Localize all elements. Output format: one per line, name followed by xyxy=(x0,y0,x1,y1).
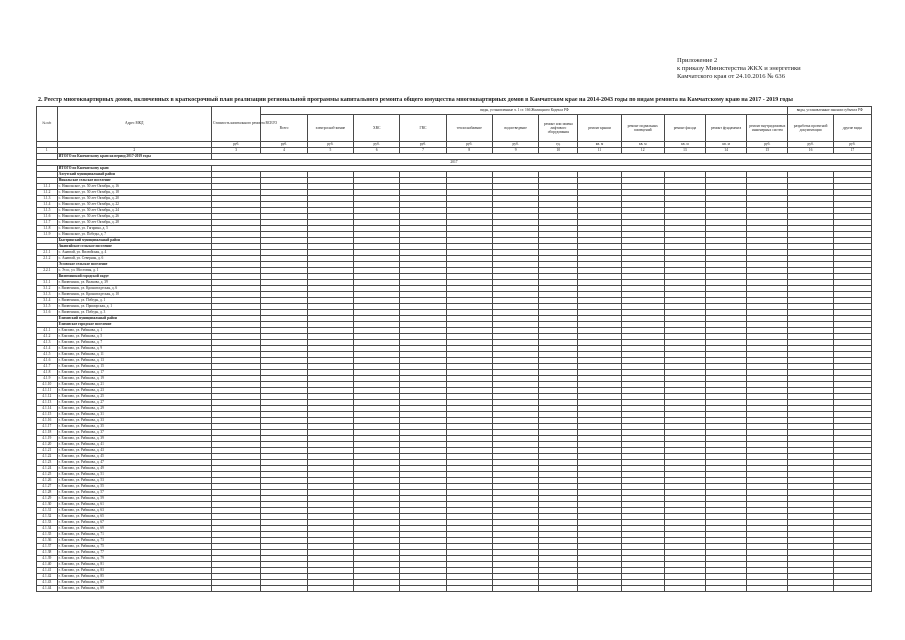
row-address: г. Елизово, ул. Рябикова, д. 25 xyxy=(57,394,211,400)
table-cell xyxy=(578,586,621,592)
unit-cell: руб. xyxy=(261,142,307,148)
column-number-cell: 17 xyxy=(833,148,871,154)
row-number: 4.1.9 xyxy=(37,376,58,382)
row-address: г. Елизово, ул. Рябикова, д. 69 xyxy=(57,526,211,532)
row-number: 1.1.8 xyxy=(37,226,58,232)
section-label: Елизовский муниципальный район xyxy=(57,316,211,322)
column-header-number: № п/п xyxy=(37,107,58,142)
column-number-cell: 6 xyxy=(354,148,400,154)
row-number: 4.1.17 xyxy=(37,424,58,430)
row-address: г. Елизово, ул. Рябикова, д. 27 xyxy=(57,400,211,406)
row-number: 1.1.4 xyxy=(37,202,58,208)
column-number-cell: 7 xyxy=(400,148,446,154)
row-number: 4.1.34 xyxy=(37,526,58,532)
row-address: г. Елизово, ул. Рябикова, д. 41 xyxy=(57,442,211,448)
register-body xyxy=(37,154,872,592)
row-address: с. Никольское, ул. 50 лет Октября, д. 18 xyxy=(57,190,211,196)
table-cell xyxy=(539,586,578,592)
row-address: с. Анавгай, ул. Северная, д. 6 xyxy=(57,256,211,262)
row-number: 4.1.25 xyxy=(37,472,58,478)
table-row xyxy=(37,586,872,592)
row-number: 1.1.2 xyxy=(37,190,58,196)
row-number: 3.1.5 xyxy=(37,304,58,310)
table-cell xyxy=(354,586,400,592)
row-address: г. Елизово, ул. Рябикова, д. 65 xyxy=(57,514,211,520)
row-address: г. Елизово, ул. Рябикова, д. 7 xyxy=(57,340,211,346)
row-number: 4.1.35 xyxy=(37,532,58,538)
row-address: с. Никольское, ул. 50 лет Октября, д. 24 xyxy=(57,208,211,214)
row-number: 4.1.26 xyxy=(37,478,58,484)
table-cell xyxy=(747,586,788,592)
table-cell xyxy=(664,586,705,592)
section-label: Эссовское сельское поселение xyxy=(57,262,211,268)
row-number: 4.1.13 xyxy=(37,400,58,406)
row-address: г. Вилючинск, ул. Победы, д. 1 xyxy=(57,298,211,304)
row-number: 4.1.5 xyxy=(37,352,58,358)
unit-cell: кв. м xyxy=(621,142,664,148)
row-address: г. Вилючинск, ул. Кронштадтская, д. 10 xyxy=(57,292,211,298)
row-number: 3.1.4 xyxy=(37,298,58,304)
column-group-additional: виды, установленные законом субъекта РФ xyxy=(788,107,872,115)
column-number-cell: 15 xyxy=(747,148,788,154)
row-address: г. Елизово, ул. Рябикова, д. 49 xyxy=(57,466,211,472)
row-address: г. Елизово, ул. Рябикова, д. 63 xyxy=(57,508,211,514)
row-number: 4.1.8 xyxy=(37,370,58,376)
column-number-cell: 3 xyxy=(211,148,260,154)
row-number: 4.1.4 xyxy=(37,346,58,352)
row-number: 4.1.38 xyxy=(37,550,58,556)
row-address: г. Елизово, ул. Рябикова, д. 17 xyxy=(57,370,211,376)
row-number: 4.1.6 xyxy=(37,358,58,364)
row-number: 4.1.37 xyxy=(37,544,58,550)
row-address: г. Елизово, ул. Рябикова, д. 53 xyxy=(57,478,211,484)
table-cell xyxy=(788,586,833,592)
row-number: 4.1.10 xyxy=(37,382,58,388)
unit-cell: кв. м xyxy=(578,142,621,148)
unit-cell: руб. xyxy=(492,142,538,148)
row-number: 4.1.22 xyxy=(37,454,58,460)
column-header-elevator: ремонт или замена лифтового оборудования xyxy=(539,115,578,142)
appendix-line: Камчатского края от 24.10.2016 № 636 xyxy=(677,73,786,81)
row-address: г. Елизово, ул. Рябикова, д. 59 xyxy=(57,496,211,502)
row-address: г. Елизово, ул. Рябикова, д. 43 xyxy=(57,448,211,454)
row-number: 4.1.31 xyxy=(37,508,58,514)
year-total-label: ИТОГО по Камчатскому краю xyxy=(57,166,211,172)
appendix-line: к приказу Министерства ЖКХ и энергетики xyxy=(677,65,801,73)
row-number: 1.1.3 xyxy=(37,196,58,202)
table-cell xyxy=(492,586,538,592)
row-number: 4.1.33 xyxy=(37,520,58,526)
column-number-cell: 4 xyxy=(261,148,307,154)
row-address: г. Елизово, ул. Рябикова, д. 85 xyxy=(57,574,211,580)
row-address: с. Никольское, ул. 50 лет Октября, д. 20 xyxy=(57,196,211,202)
section-label: Быстринский муниципальный район xyxy=(57,238,211,244)
row-number: 4.1.11 xyxy=(37,388,58,394)
row-number: 4.1.42 xyxy=(37,574,58,580)
row-address: г. Елизово, ул. Рябикова, д. 61 xyxy=(57,502,211,508)
row-number: 4.1.24 xyxy=(37,466,58,472)
row-address: г. Елизово, ул. Рябикова, д. 23 xyxy=(57,388,211,394)
grand-total-label: ИТОГО по Камчатскому краю на период 2017-2019 годы xyxy=(57,154,211,160)
row-address: г. Вилючинск, ул. Победы, д. 3 xyxy=(57,310,211,316)
row-number: 4.1.30 xyxy=(37,502,58,508)
row-number: 1.1.6 xyxy=(37,214,58,220)
column-header-address: Адрес МКД xyxy=(57,107,211,142)
table-cell xyxy=(400,586,446,592)
year-label: 2017 xyxy=(37,160,872,166)
section-label: Елизовское городское поселение xyxy=(57,322,211,328)
row-number: 4.1.41 xyxy=(37,568,58,574)
row-number: 4.1.21 xyxy=(37,448,58,454)
row-address: г. Елизово, ул. Рябикова, д. 13 xyxy=(57,358,211,364)
row-address: г. Елизово, ул. Рябикова, д. 21 xyxy=(57,382,211,388)
column-header-design: разработка проектной документации xyxy=(788,115,833,142)
unit-cell: кв. м xyxy=(664,142,705,148)
row-address: с. Никольское, ул. 50 лет Октября, д. 22 xyxy=(57,202,211,208)
row-number: 4.1.1 xyxy=(37,328,58,334)
column-header-electric: электроснаб-жение xyxy=(307,115,353,142)
row-address: г. Елизово, ул. Рябикова, д. 81 xyxy=(57,562,211,568)
row-address: г. Вилючинск, ул. Приморская, д. 1 xyxy=(57,304,211,310)
row-number: 4.1.20 xyxy=(37,442,58,448)
column-group-main: виды, установленные ч. 1 ст. 166 Жилищного Кодекса РФ xyxy=(261,107,788,115)
row-address: г. Елизово, ул. Рябикова, д. 1 xyxy=(57,328,211,334)
row-address: г. Елизово, ул. Рябикова, д. 67 xyxy=(57,520,211,526)
column-number-cell: 1 xyxy=(37,148,58,154)
column-number-cell: 10 xyxy=(539,148,578,154)
appendix-note xyxy=(677,57,867,82)
unit-cell: руб. xyxy=(446,142,492,148)
column-number-cell: 8 xyxy=(446,148,492,154)
unit-cell: руб. xyxy=(354,142,400,148)
row-number: 4.1.19 xyxy=(37,436,58,442)
row-address: с. Никольское, ул. Победы, д. 7 xyxy=(57,232,211,238)
row-address: г. Елизово, ул. Рябикова, д. 45 xyxy=(57,454,211,460)
row-address: г. Елизово, ул. Рябикова, д. 35 xyxy=(57,424,211,430)
row-number: 1.1.5 xyxy=(37,208,58,214)
column-header-sewer: водоотведение xyxy=(492,115,538,142)
row-address: с. Никольское, ул. 50 лет Октября, д. 28 xyxy=(57,220,211,226)
row-address: г. Елизово, ул. Рябикова, д. 55 xyxy=(57,484,211,490)
row-address: с. Никольское, ул. 50 лет Октября, д. 16 xyxy=(57,184,211,190)
register-header xyxy=(37,107,872,154)
column-header-gvs: ГВС xyxy=(400,115,446,142)
section-label: Анавгайское сельское поселение xyxy=(57,244,211,250)
row-address: г. Елизово, ул. Рябикова, д. 9 xyxy=(57,346,211,352)
row-number: 4.1.40 xyxy=(37,562,58,568)
row-address: г. Елизово, ул. Рябикова, д. 15 xyxy=(57,364,211,370)
row-number: 4.1.12 xyxy=(37,394,58,400)
column-header-heat: теплоснабжение xyxy=(446,115,492,142)
row-address: г. Елизово, ул. Рябикова, д. 37 xyxy=(57,430,211,436)
column-header-engineering: ремонт внутридомовых инженерных систем xyxy=(747,115,788,142)
unit-cell: руб. xyxy=(211,142,260,148)
column-header-other: другие виды xyxy=(833,115,871,142)
column-number-cell: 13 xyxy=(664,148,705,154)
column-header-foundation: ремонт фундамента xyxy=(706,115,747,142)
unit-cell: кв. м xyxy=(706,142,747,148)
row-address: г. Елизово, ул. Рябикова, д. 77 xyxy=(57,550,211,556)
appendix-line: Приложение 2 xyxy=(677,57,718,64)
table-cell xyxy=(621,586,664,592)
row-address: г. Елизово, ул. Рябикова, д. 39 xyxy=(57,436,211,442)
row-address: г. Елизово, ул. Рябикова, д. 29 xyxy=(57,406,211,412)
row-number: 4.1.28 xyxy=(37,490,58,496)
row-number: 2.1.2 xyxy=(37,256,58,262)
table-cell xyxy=(261,586,307,592)
row-number: 3.1.2 xyxy=(37,286,58,292)
unit-cell: ед. xyxy=(539,142,578,148)
column-header-hvs: ХВС xyxy=(354,115,400,142)
row-number: 4.1.43 xyxy=(37,580,58,586)
table-cell xyxy=(446,586,492,592)
row-address: г. Елизово, ул. Рябикова, д. 51 xyxy=(57,472,211,478)
row-number: 3.1.1 xyxy=(37,280,58,286)
row-number: 4.1.36 xyxy=(37,538,58,544)
row-address: г. Елизово, ул. Рябикова, д. 11 xyxy=(57,352,211,358)
row-address: г. Елизово, ул. Рябикова, д. 31 xyxy=(57,412,211,418)
column-number-cell: 9 xyxy=(492,148,538,154)
row-number: 4.1.29 xyxy=(37,496,58,502)
row-number: 2.2.1 xyxy=(37,268,58,274)
column-number-cell: 16 xyxy=(788,148,833,154)
row-address: с. Никольское, ул. Гагарина, д. 5 xyxy=(57,226,211,232)
document-title: 2. Реестр многоквартирных домов, включенных в краткосрочный план реализации региональной программы капитального ремонта общего имущества многоквартирных домов в Камчатском крае на 2014-2043 годы по видам ремонта на Камчатскому краю на 2017 - 2019 годы xyxy=(38,97,793,103)
row-address: г. Елизово, ул. Рябикова, д. 5 xyxy=(57,334,211,340)
row-address: г. Елизово, ул. Рябикова, д. 73 xyxy=(57,538,211,544)
row-number: 1.1.1 xyxy=(37,184,58,190)
table-cell xyxy=(833,586,871,592)
unit-cell: руб. xyxy=(833,142,871,148)
row-address: с. Никольское, ул. 50 лет Октября, д. 26 xyxy=(57,214,211,220)
column-header-facade: ремонт фасада xyxy=(664,115,705,142)
row-address: г. Елизово, ул. Рябикова, д. 79 xyxy=(57,556,211,562)
row-address: г. Елизово, ул. Рябикова, д. 47 xyxy=(57,460,211,466)
column-header-total: Всего xyxy=(261,115,307,142)
row-number: 1.1.7 xyxy=(37,220,58,226)
table-cell xyxy=(307,586,353,592)
row-address: г. Вилючинск, ул. Кронштадтская, д. 6 xyxy=(57,286,211,292)
table-cell xyxy=(706,586,747,592)
row-address: г. Елизово, ул. Рябикова, д. 71 xyxy=(57,532,211,538)
row-number: 4.1.18 xyxy=(37,430,58,436)
table-cell xyxy=(211,586,260,592)
row-number: 4.1.27 xyxy=(37,484,58,490)
row-number: 4.1.23 xyxy=(37,460,58,466)
column-number-cell: 14 xyxy=(706,148,747,154)
row-number: 4.1.44 xyxy=(37,586,58,592)
register-table xyxy=(36,106,872,592)
row-number: 4.1.2 xyxy=(37,334,58,340)
row-number: 4.1.16 xyxy=(37,418,58,424)
row-address: г. Елизово, ул. Рябикова, д. 57 xyxy=(57,490,211,496)
row-number: 1.1.9 xyxy=(37,232,58,238)
unit-cell: руб. xyxy=(747,142,788,148)
row-number: 4.1.14 xyxy=(37,406,58,412)
row-number: 4.1.39 xyxy=(37,556,58,562)
row-address: г. Елизово, ул. Рябикова, д. 33 xyxy=(57,418,211,424)
unit-cell: руб. xyxy=(788,142,833,148)
column-header-roof: ремонт крыши xyxy=(578,115,621,142)
row-address: с. Анавгай, ул. Вилюйская, д. 4 xyxy=(57,250,211,256)
row-address: г. Елизово, ул. Рябикова, д. 19 xyxy=(57,376,211,382)
row-address: г. Елизово, ул. Рябикова, д. 87 xyxy=(57,580,211,586)
section-label: Вилючинский городской округ xyxy=(57,274,211,280)
row-number: 2.1.1 xyxy=(37,250,58,256)
row-address: г. Елизово, ул. Рябикова, д. 89 xyxy=(57,586,211,592)
row-number: 4.1.15 xyxy=(37,412,58,418)
column-number-cell: 2 xyxy=(57,148,211,154)
row-number: 4.1.7 xyxy=(37,364,58,370)
section-label: Алеутский муниципальный район xyxy=(57,172,211,178)
column-header-cost: Стоимость капитального ремонта ВСЕГО xyxy=(211,107,260,142)
column-header-basement: ремонт подвальных помещений xyxy=(621,115,664,142)
unit-cell: руб. xyxy=(307,142,353,148)
section-label: Никольское сельское поселение xyxy=(57,178,211,184)
column-number-cell: 12 xyxy=(621,148,664,154)
row-number: 4.1.3 xyxy=(37,340,58,346)
row-address: г. Елизово, ул. Рябикова, д. 83 xyxy=(57,568,211,574)
row-number: 3.1.3 xyxy=(37,292,58,298)
column-number-cell: 11 xyxy=(578,148,621,154)
row-address: г. Елизово, ул. Рябикова, д. 75 xyxy=(57,544,211,550)
unit-cell: руб. xyxy=(400,142,446,148)
row-number: 4.1.32 xyxy=(37,514,58,520)
row-address: с. Эссо, ул. Мостовая, д. 1 xyxy=(57,268,211,274)
row-address: г. Вилючинск, ул. Вилкова, д. 39 xyxy=(57,280,211,286)
column-number-cell: 5 xyxy=(307,148,353,154)
row-number: 3.1.6 xyxy=(37,310,58,316)
